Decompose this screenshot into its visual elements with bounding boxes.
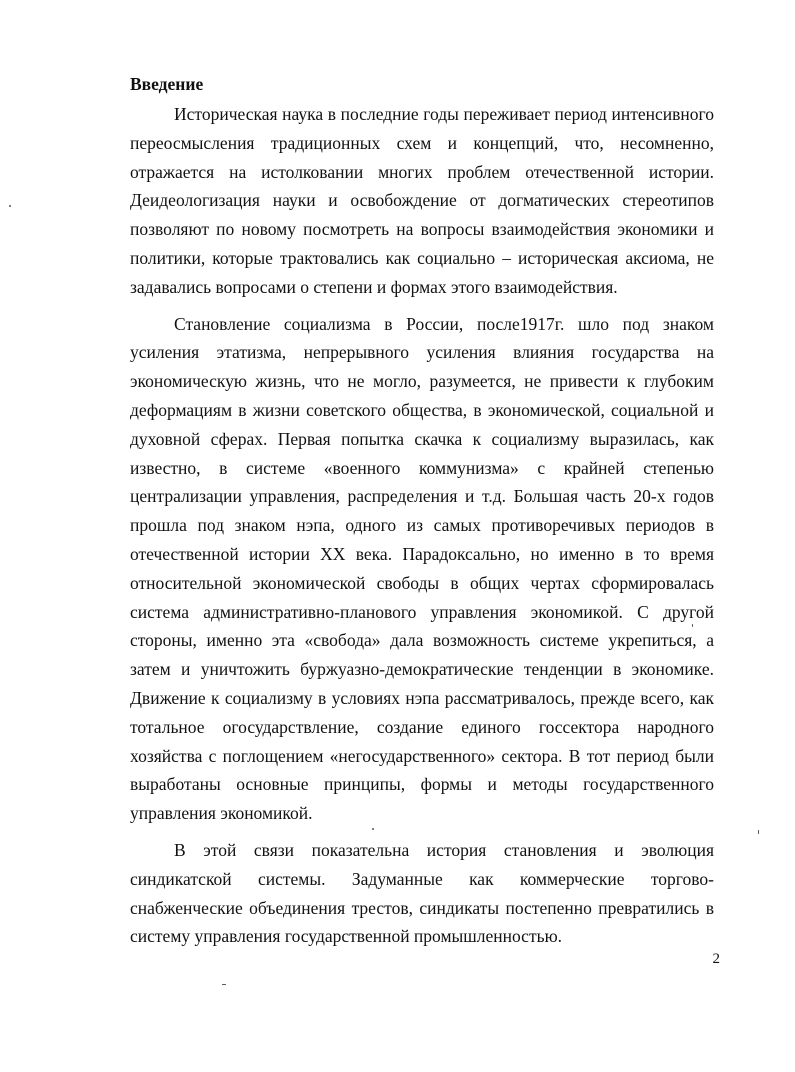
paragraph-3: В этой связи показательна история становления и эволюция синдикатской системы. Задуманные как коммерческие торгово-снабженческие объединения трестов, синдикаты постепенно превратились в систему управления государственной промышленностью.	[130, 839, 714, 947]
paragraph-1: Историческая наука в последние годы переживает период интенсивного переосмысления традиционных схем и концепций, что, несомненно, отражается на истолковании многих проблем отечественной истории. Деидеологизация науки и освобождение от догматических стереотипов позволяют по новому посмотреть на вопросы взаимодействия экономики и политики, которые трактовались как социально – историческая аксиома, не задавались вопросами о степени и формах этого взаимодействия.	[130, 104, 714, 297]
section-heading: Введение	[130, 74, 204, 94]
scan-speck	[9, 205, 11, 207]
scan-speck	[372, 828, 374, 830]
scan-speck	[222, 984, 226, 985]
scan-speck	[692, 624, 693, 627]
paragraph-2: Становление социализма в России, после1917г. шло под знаком усиления этатизма, непрерывного усиления влияния государства на экономическую жизнь, что не могло, разумеется, не привести к глубоким деформациям в жизни советского общества, в экономической, социальной и духовной сферах. Первая попытка скачка к социализму выразилась, как известно, в системе «военного коммунизма» с крайней степенью централизации управления, распределения и т.д. Большая часть 20-х годов прошла под знаком нэпа, одного из самых противоречивых периодов в отечественной истории XX века. Парадоксально, но именно в то время относительной экономической свободы в общих чертах сформировалась система административно-планового управления экономикой. С другой стороны, именно эта «свобода» дала возможность системе укрепиться, а затем и уничтожить буржуазно-демократические тенденции в экономике. Движение к социализму в условиях нэпа рассматривалось, прежде всего, как тотальное огосударствление, создание единого госсектора народного хозяйства с поглощением «негосударственного» сектора. В тот период были выработаны основные принципы, формы и методы государственного управления экономикой.	[130, 313, 714, 824]
scan-speck	[758, 830, 759, 834]
page-number: 2	[712, 951, 720, 967]
body-text	[130, 100, 714, 951]
